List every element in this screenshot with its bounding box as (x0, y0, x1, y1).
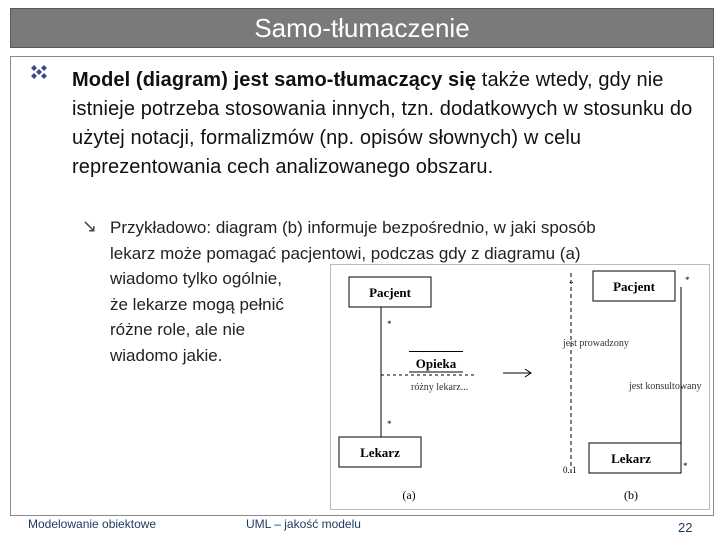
page-number: 22 (678, 520, 693, 535)
class-name-lekarz-b: Lekarz (611, 451, 651, 466)
multiplicity-bottom-a: * (387, 419, 392, 429)
class-name-pacjent-a: Pacjent (369, 285, 411, 300)
sub-bullet-line: Przykładowo: diagram (b) informuje bezpośrednio, w jaki sposób (110, 218, 596, 237)
main-bullet-rest: także wtedy, gdy nie istnieje potrzeba stosowania innych, tzn. dodatkowych w stosunku do użytej notacji, formalizmów (np. opisów słownych) w celu reprezentowania cech analizowanego obszaru. (72, 69, 693, 178)
sub-bullet-line: różne role, ale nie (110, 320, 246, 339)
sub-bullet-line: wiadomo tylko ogólnie, (110, 269, 282, 288)
arrow-bullet-icon: ↘ (82, 216, 98, 237)
diamond-cluster-icon (26, 64, 52, 90)
assoc-class-attribute-a: różny lekarz... (411, 382, 469, 393)
assoc-class-top-rule (409, 351, 463, 352)
multiplicity-top-a: * (387, 319, 392, 329)
sub-bullet-line: że lekarze mogą pełnić (110, 294, 284, 314)
multiplicity-bottom-left-b: 0..1 (563, 465, 577, 475)
diagram-label-b: (b) (624, 488, 638, 502)
assoc-label-jest-prowadzony: jest prowadzony (563, 338, 629, 349)
main-bullet-text (72, 66, 712, 182)
uml-diagram-image (330, 264, 710, 510)
class-name-lekarz-a: Lekarz (360, 445, 400, 460)
class-name-pacjent-b: Pacjent (613, 279, 655, 294)
diagram-label-a: (a) (402, 488, 416, 502)
multiplicity-bottom-right-b: * (683, 461, 688, 471)
footer-topic: UML – jakość modelu (246, 517, 361, 531)
footer-course-name: Modelowanie obiektowe (28, 517, 157, 531)
slide-title: Samo-tłumaczenie (10, 8, 714, 48)
assoc-label-jest-konsultowany: jest konsultowany (629, 381, 702, 392)
sub-bullet-line: wiadomo jakie. (110, 345, 223, 365)
main-bullet-emphasis: Model (diagram) jest samo-tłumaczący się (72, 69, 477, 91)
sub-bullet-line: lekarz może pomagać pacjentowi, podczas gdy z diagramu (a) (110, 243, 581, 263)
multiplicity-top-left-b: .. (569, 275, 574, 285)
assoc-class-name-a: Opieka (415, 356, 457, 371)
multiplicity-top-right-b: * (685, 275, 690, 285)
